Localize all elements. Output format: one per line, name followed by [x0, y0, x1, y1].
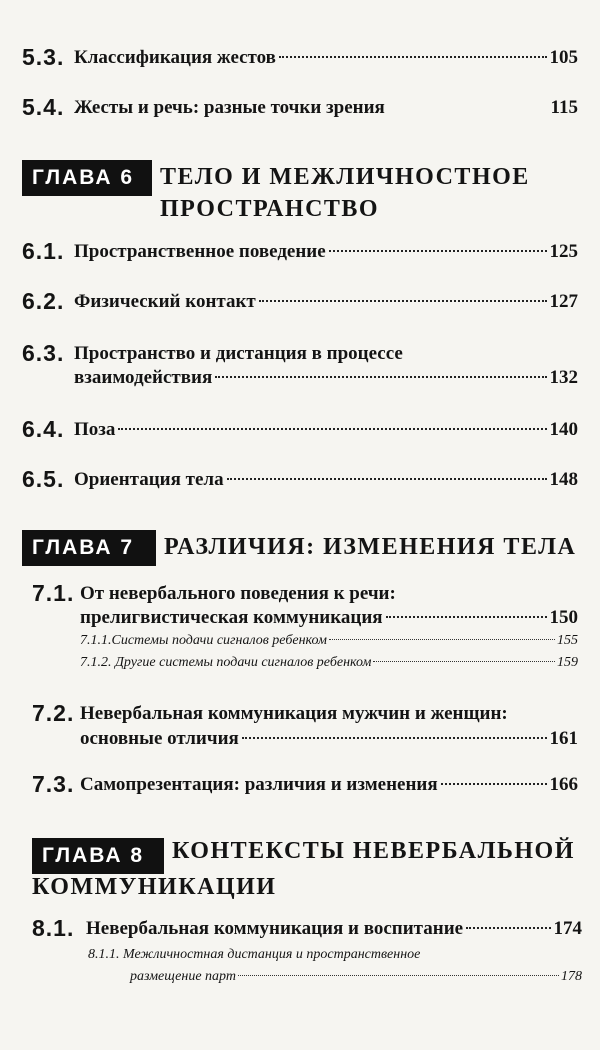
entry-title: Классификация жестов: [74, 47, 276, 68]
toc-entry[interactable]: [86, 916, 582, 942]
toc-entry-line1[interactable]: [80, 701, 578, 727]
entry-title: От невербального поведения к речи:: [80, 583, 396, 604]
toc-subentry[interactable]: [80, 654, 578, 672]
entry-title: Жесты и речь: разные точки зрения: [74, 97, 385, 118]
page-number: 148: [549, 469, 578, 490]
page-number: 115: [550, 97, 578, 118]
toc-entry[interactable]: [74, 95, 578, 121]
page-number: 166: [549, 774, 578, 795]
leader-dots: [388, 106, 548, 108]
section-number: 7.2.: [32, 700, 75, 726]
chapter-title: ПРОСТРАНСТВО: [160, 196, 380, 222]
section-number: 6.5.: [22, 466, 65, 492]
toc-entry-line2[interactable]: [80, 726, 578, 752]
entry-title: Невербальная коммуникация и воспитание: [86, 918, 464, 939]
chapter-badge: ГЛАВА 8: [32, 838, 164, 874]
leader-dots: [386, 616, 547, 618]
leader-dots: [227, 478, 547, 480]
chapter-badge: ГЛАВА 6: [22, 160, 152, 196]
toc-entry-line1[interactable]: [74, 341, 578, 367]
entry-title: основные отличия: [80, 728, 239, 749]
page-number: 127: [549, 291, 578, 312]
toc-entry-line2[interactable]: [80, 605, 578, 631]
entry-title: Самопрезентация: различия и изменения: [80, 774, 438, 795]
chapter-badge: ГЛАВА 7: [22, 530, 156, 566]
toc-entry-line2[interactable]: [74, 365, 578, 391]
subentry-title: размещение парт: [130, 969, 236, 984]
section-number: 6.2.: [22, 288, 65, 314]
section-number: 6.3.: [22, 340, 65, 366]
section-number: 7.1.: [32, 580, 75, 606]
leader-dots: [259, 300, 547, 302]
section-number: 6.1.: [22, 238, 65, 264]
leader-dots: [329, 639, 555, 640]
toc-subentry[interactable]: [80, 632, 578, 650]
toc-subentry-line1[interactable]: [88, 946, 582, 964]
section-number: 5.4.: [22, 94, 65, 120]
toc-entry[interactable]: [74, 289, 578, 315]
leader-dots: [118, 428, 546, 430]
page-number: 178: [561, 969, 582, 984]
page-number: 105: [549, 47, 578, 68]
toc-entry[interactable]: [80, 772, 578, 798]
chapter-title: КОММУНИКАЦИИ: [32, 874, 277, 900]
page-number: 125: [549, 241, 578, 262]
subentry-title: 8.1.1. Межличностная дистанция и пространственное: [88, 947, 421, 962]
page-number: 159: [557, 655, 578, 670]
entry-title: взаимодействия: [74, 367, 213, 388]
entry-title: Ориентация тела: [74, 469, 224, 490]
subentry-title: 7.1.2. Другие системы подачи сигналов ребенком: [80, 655, 372, 670]
toc-entry-line1[interactable]: [80, 581, 578, 607]
page-number: 132: [549, 367, 578, 388]
section-number: 6.4.: [22, 416, 65, 442]
leader-dots: [441, 783, 547, 785]
page-number: 161: [549, 728, 578, 749]
leader-dots: [238, 975, 559, 976]
entry-title: Невербальная коммуникация мужчин и женщин:: [80, 703, 508, 724]
subentry-title: 7.1.1.Системы подачи сигналов ребенком: [80, 633, 327, 648]
leader-dots: [215, 376, 546, 378]
section-number: 5.3.: [22, 44, 65, 70]
entry-title: прелигвистическая коммуникация: [80, 607, 383, 628]
toc-entry[interactable]: [74, 45, 578, 71]
entry-title: Поза: [74, 419, 116, 440]
chapter-title: ТЕЛО И МЕЖЛИЧНОСТНОЕ: [160, 164, 530, 190]
leader-dots: [242, 737, 547, 739]
leader-dots: [279, 56, 547, 58]
entry-title: Физический контакт: [74, 291, 256, 312]
toc-entry[interactable]: [74, 239, 578, 265]
toc-entry[interactable]: [74, 417, 578, 443]
toc-entry[interactable]: [74, 467, 578, 493]
entry-title: Пространство и дистанция в процессе: [74, 343, 403, 364]
entry-title: Пространственное поведение: [74, 241, 326, 262]
page-number: 174: [553, 918, 582, 939]
page-number: 155: [557, 633, 578, 648]
page-number: 150: [549, 607, 578, 628]
section-number: 7.3.: [32, 771, 75, 797]
chapter-title: РАЗЛИЧИЯ: ИЗМЕНЕНИЯ ТЕЛА: [164, 534, 577, 560]
leader-dots: [329, 250, 547, 252]
leader-dots: [466, 927, 550, 929]
page-number: 140: [549, 419, 578, 440]
toc-subentry-line2[interactable]: [130, 968, 582, 986]
leader-dots: [373, 661, 555, 662]
section-number: 8.1.: [32, 915, 75, 941]
chapter-title: КОНТЕКСТЫ НЕВЕРБАЛЬНОЙ: [172, 838, 575, 864]
